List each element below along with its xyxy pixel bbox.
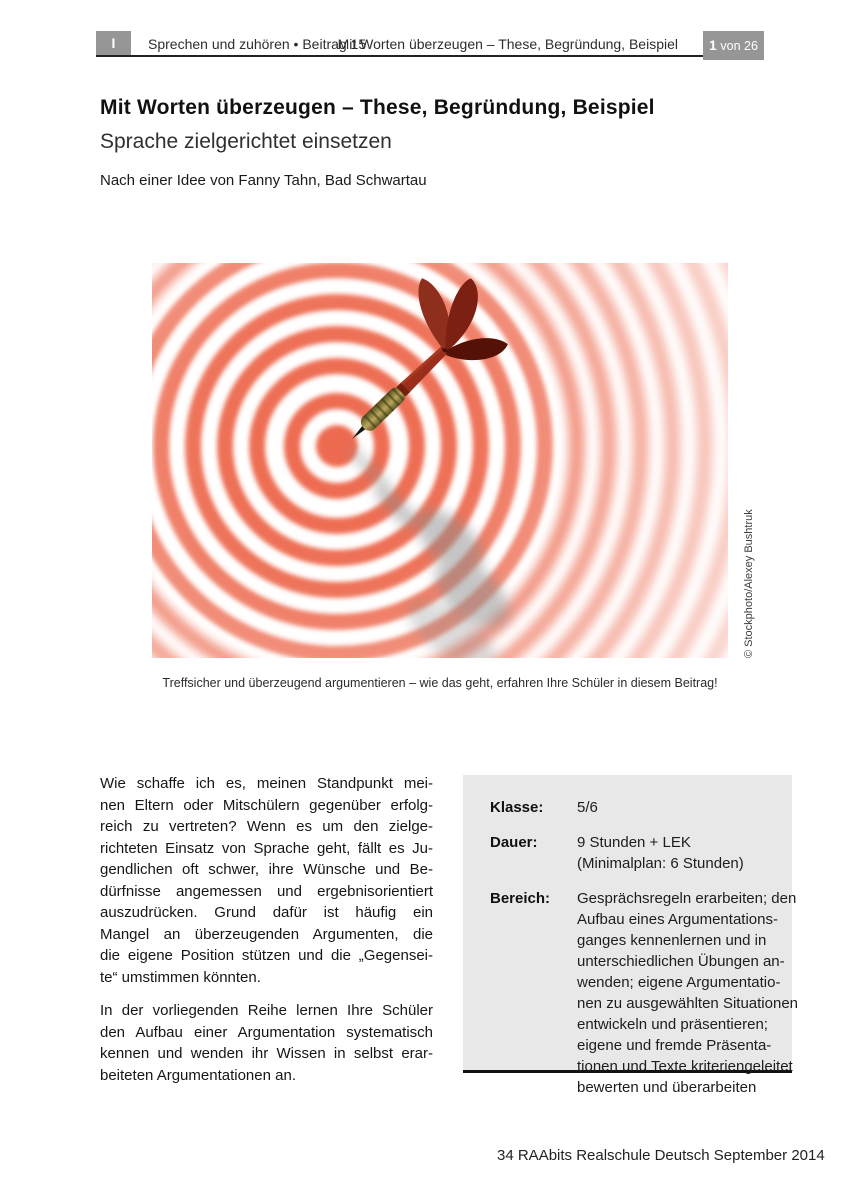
info-label-bereich: Bereich: xyxy=(490,890,551,907)
image-credit: © Stockphoto/Alexey Bushtruk xyxy=(743,509,755,658)
info-row-bereich xyxy=(490,888,799,1098)
info-row-dauer xyxy=(490,832,792,874)
intro-text xyxy=(100,773,433,1098)
target-dart-illustration xyxy=(152,263,728,658)
page-number: 1 xyxy=(709,38,717,53)
intro-paragraph-1: Wie schaffe ich es, meinen Standpunkt mei- nen Eltern oder Mitschülern gegenüber erfolg- reich zu vertreten? Wenn es um den zielge- richteten Einsatz von Sprache geht, fällt es Ju- gendlichen oft schwer, ihre Wünsche und Be- dürfnisse angemessen und ergebnisorientiert auszudrücken. Grund dafür ist häufig ein Mangel an überzeugenden Argumenten, die die eigene Position stützen und die „Gegensei- te“ umstimmen könnten. xyxy=(100,775,433,986)
figure-caption: Treffsicher und überzeugend argumentieren – wie das geht, erfahren Ihre Schüler in diesem Beitrag! xyxy=(162,676,718,690)
page-number-badge xyxy=(703,31,764,60)
page-subtitle: Sprache zielgerichtet einsetzen xyxy=(100,130,392,153)
info-value-klasse: 5/6 xyxy=(577,799,598,816)
intro-paragraph-2: In der vorliegenden Reihe lernen Ihre Schüler den Aufbau einer Argumentation systematisch kennen und wenden ihr Wissen in selbst erar- beiteten Argumentationen an. xyxy=(100,1002,433,1084)
info-row-klasse xyxy=(490,797,792,818)
target-dart-svg xyxy=(152,263,728,658)
header-topic-label: Mit Worten überzeugen – These, Begründung, Beispiel xyxy=(337,36,678,52)
page-of-total: von 26 xyxy=(720,39,758,53)
info-label-klasse: Klasse: xyxy=(490,799,544,816)
info-value-dauer: 9 Stunden + LEK (Minimalplan: 6 Stunden) xyxy=(577,834,744,872)
header-rule xyxy=(96,55,712,57)
byline: Nach einer Idee von Fanny Tahn, Bad Schwartau xyxy=(100,172,427,189)
chapter-badge: I xyxy=(96,31,131,56)
page-title: Mit Worten überzeugen – These, Begründung, Beispiel xyxy=(100,96,655,119)
info-label-dauer: Dauer: xyxy=(490,834,538,851)
lesson-info-box xyxy=(463,775,799,1096)
header-section-label: Sprechen und zuhören • Beitrag 15 xyxy=(148,36,367,52)
info-value-bereich: Gesprächsregeln erarbeiten; den Aufbau eines Argumentations- ganges kennenlernen und in unterschiedlichen Übungen an- wenden; eigene Argumentatio- nen zu ausgewählten Situationen entwickeln und präsentieren; eigene und fremde Präsenta- tionen und Texte kriteriengeleitet bewerten und überarbeiten xyxy=(577,890,799,1096)
footer-imprint: 34 RAAbits Realschule Deutsch September 2014 xyxy=(497,1147,825,1164)
